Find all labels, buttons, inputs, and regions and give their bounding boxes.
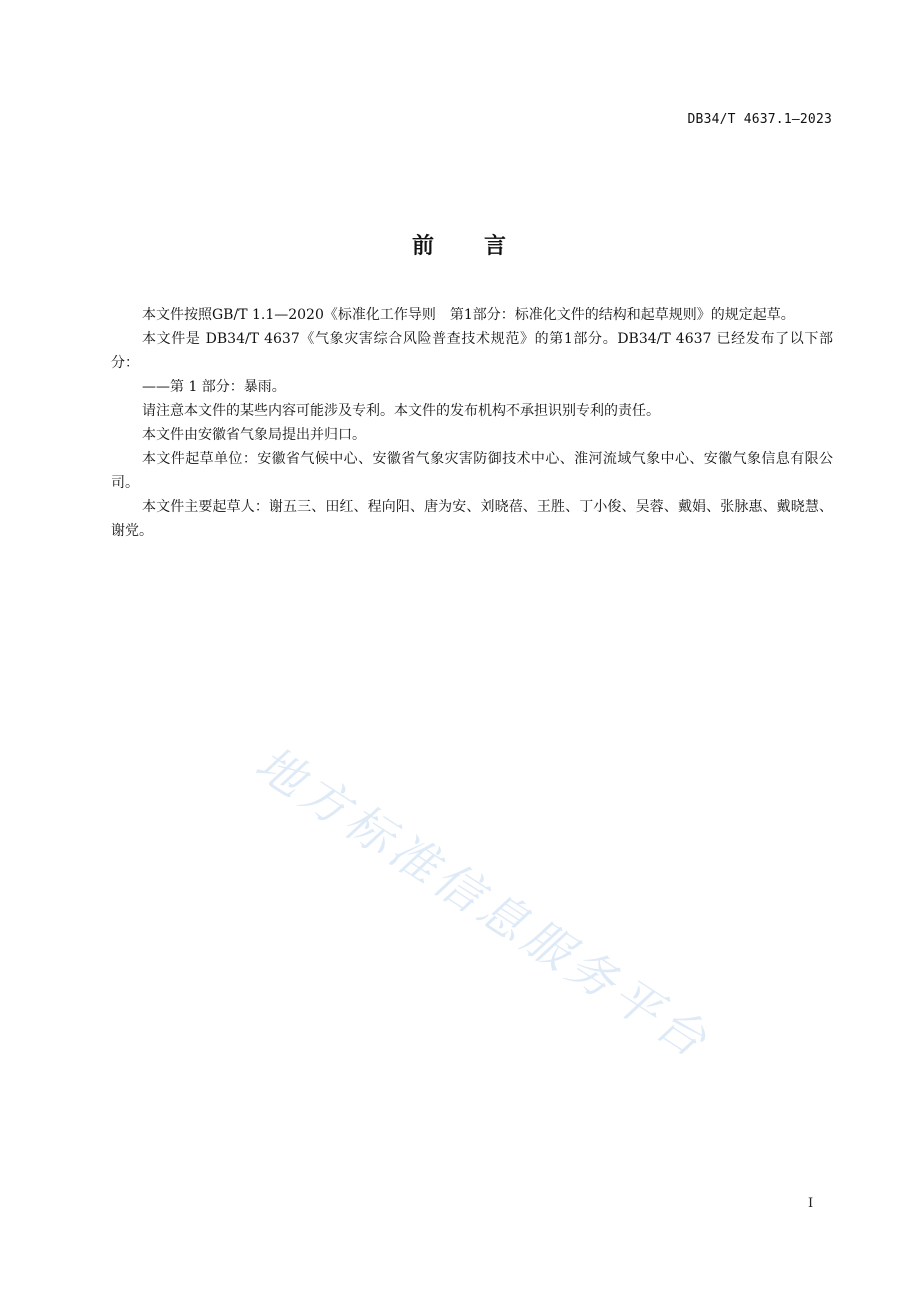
paragraph-proposer: 本文件由安徽省气象局提出并归口。 <box>142 427 366 443</box>
watermark: 地方标准信息服务平台 <box>245 735 721 1071</box>
page-title <box>0 229 920 260</box>
foreword-body <box>111 303 833 543</box>
paragraph-drafting-units: 本文件起草单位：安徽省气候中心、安徽省气象灾害防御技术中心、淮河流域气象中心、安徽气象信息有限公司。 <box>111 451 833 491</box>
paragraph-part-list: ——第 1 部分：暴雨。 <box>142 379 286 395</box>
paragraph-part-info: 本文件是 DB34/T 4637《气象灾害综合风险普查技术规范》的第1部分。DB34/T 4637 已经发布了以下部分： <box>111 331 833 371</box>
document-code: DB34/T 4637.1—2023 <box>687 112 832 127</box>
title-char-2: 言 <box>484 234 509 259</box>
page-number: I <box>808 1196 814 1211</box>
paragraph-drafters: 本文件主要起草人：谢五三、田红、程向阳、唐为安、刘晓蓓、王胜、丁小俊、吴蓉、戴娟、张脉惠、戴晓慧、谢党。 <box>111 499 833 539</box>
paragraph-patent-notice: 请注意本文件的某些内容可能涉及专利。本文件的发布机构不承担识别专利的责任。 <box>142 403 660 419</box>
title-char-1: 前 <box>411 234 436 259</box>
paragraph-drafting-basis: 本文件按照GB/T 1.1—2020《标准化工作导则 第1部分：标准化文件的结构和起草规则》的规定起草。 <box>142 307 795 323</box>
